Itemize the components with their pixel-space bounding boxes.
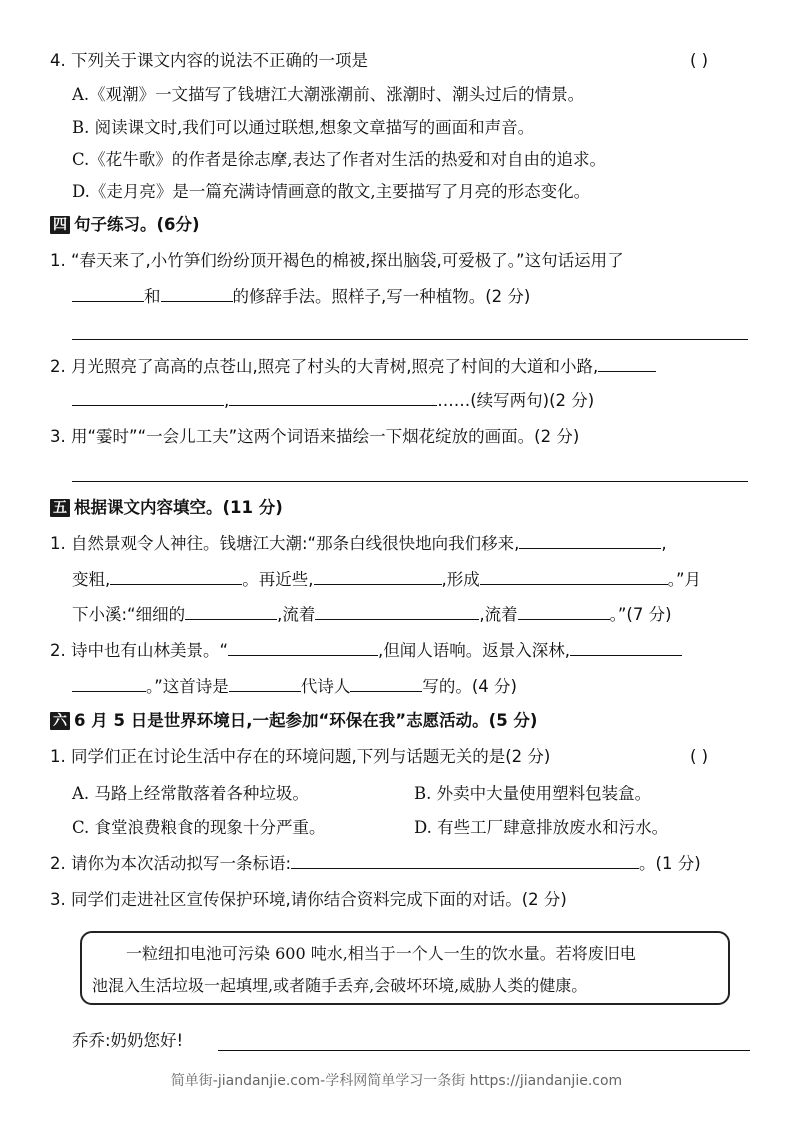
section-6-badge: 六 (50, 712, 70, 730)
s4-q1-blank-1[interactable] (72, 286, 144, 302)
s5-q1-text-b3: ,形成 (441, 570, 480, 589)
s4-q3-answer-line[interactable] (72, 481, 748, 482)
q4-option-b: B. 阅读课文时,我们可以通过联想,想象文章描写的画面和声音。 (72, 118, 535, 137)
section-6-heading (50, 710, 537, 732)
q4-stem: 4. 下列关于课文内容的说法不正确的一项是 (50, 51, 368, 70)
s4-q2-line2 (72, 390, 594, 412)
s5-q2-text-b2: 代诗人 (300, 677, 351, 696)
s6-dialog-text: 乔乔:奶奶您好! (72, 1031, 184, 1050)
s5-q2-text-a1: 2. 诗中也有山林美景。“ (50, 641, 229, 660)
s5-q1-blank-5[interactable] (185, 604, 277, 620)
s4-q1-line1: 1. “春天来了,小竹笋们纷纷顶开褐色的棉被,探出脑袋,可爱极了。”这句话运用了 (50, 251, 624, 270)
s5-q1-comma: , (661, 534, 667, 553)
s4-q1-answer-line[interactable] (72, 339, 748, 340)
s5-q1-text-c2: ,流着 (277, 605, 316, 624)
q4-option-d: D.《走月亮》是一篇充满诗情画意的散文,主要描写了月亮的形态变化。 (72, 182, 591, 201)
s6-dialog-line (72, 1030, 183, 1052)
s5-q1-line1 (50, 533, 667, 555)
s5-q1-blank-6[interactable] (315, 604, 479, 620)
q4-option-a: A.《观潮》一文描写了钱塘江大潮涨潮前、涨潮时、潮头过后的情景。 (72, 85, 585, 104)
s5-q1-blank-4[interactable] (480, 569, 668, 585)
s6-q1-option-d: D. 有些工厂肆意排放废水和污水。 (414, 818, 669, 837)
s4-q2-tail: ……(续写两句)(2 分) (437, 391, 595, 410)
s5-q2-text-b3: 写的。(4 分) (422, 677, 517, 696)
s5-q2-blank-3[interactable] (72, 676, 146, 692)
s6-q2-tail: 。(1 分) (639, 854, 701, 873)
material-line-1: 一粒纽扣电池可污染 600 吨水,相当于一个人一生的饮水量。若将废旧电 (126, 944, 636, 963)
s5-q1-text-c1: 下小溪:“细细的 (72, 605, 186, 624)
s4-q2-comma: , (224, 391, 230, 410)
s6-dialog-answer-line[interactable] (218, 1050, 750, 1051)
s4-q3: 3. 用“霎时”“一会儿工夫”这两个词语来描绘一下烟花绽放的画面。(2 分) (50, 427, 580, 446)
s6-q2-line (50, 853, 701, 875)
s4-q2-line1 (50, 356, 656, 378)
s5-q2-blank-5[interactable] (350, 676, 422, 692)
s4-q2-blank-0[interactable] (598, 356, 656, 372)
section-4-heading (50, 214, 200, 236)
s6-q1: 1. 同学们正在讨论生活中存在的环境问题,下列与话题无关的是(2 分) (50, 747, 551, 766)
section-5-badge: 五 (50, 499, 70, 517)
s4-q2-blank-2[interactable] (229, 390, 437, 406)
material-box (80, 931, 730, 1005)
s5-q2-line2 (72, 676, 517, 698)
s6-q1-option-a: A. 马路上经常散落着各种垃圾。 (72, 784, 309, 803)
material-line-2: 池混入生活垃圾一起填埋,或者随手丢弃,会破坏环境,威胁人类的健康。 (92, 976, 588, 995)
s6-q1-answer-paren[interactable]: ( ) (690, 747, 709, 766)
s4-q2-blank-1[interactable] (72, 390, 224, 406)
s5-q1-blank-7[interactable] (518, 604, 610, 620)
s5-q1-blank-1[interactable] (519, 533, 661, 549)
s5-q1-line2 (72, 569, 701, 591)
s4-q1-line2 (72, 286, 530, 308)
section-4-badge: 四 (50, 216, 70, 234)
s5-q2-blank-4[interactable] (229, 676, 301, 692)
s5-q1-text-c3: ,流着 (479, 605, 518, 624)
s5-q1-line3 (72, 604, 672, 626)
s5-q2-line1 (50, 640, 682, 662)
s5-q2-blank-2[interactable] (570, 640, 682, 656)
s5-q1-blank-2[interactable] (110, 569, 242, 585)
s4-q1-and: 和 (144, 287, 161, 306)
s5-q1-text-b4: 。”月 (667, 570, 702, 589)
s4-q1-blank-2[interactable] (161, 286, 233, 302)
s5-q1-text-b2: 。再近些, (242, 570, 314, 589)
section-5-heading (50, 497, 283, 519)
s5-q1-text-a: 1. 自然景观令人神往。钱塘江大潮:“那条白线很快地向我们移来, (50, 534, 520, 553)
s6-q2-slogan-blank[interactable] (291, 853, 639, 869)
s5-q2-text-a2: ,但闻人语响。返景入深林, (378, 641, 571, 660)
q4-answer-paren[interactable]: ( ) (690, 51, 709, 70)
s5-q1-text-b1: 变粗, (72, 570, 111, 589)
s5-q1-blank-3[interactable] (314, 569, 442, 585)
s6-q1-option-b: B. 外卖中大量使用塑料包装盒。 (414, 784, 652, 803)
s5-q2-text-b1: 。”这首诗是 (146, 677, 229, 696)
s5-q2-blank-1[interactable] (228, 640, 378, 656)
section-4-title: 句子练习。(6分) (74, 215, 200, 234)
s4-q1-tail: 的修辞手法。照样子,写一种植物。(2 分) (232, 287, 531, 306)
s6-q1-option-c: C. 食堂浪费粮食的现象十分严重。 (72, 818, 326, 837)
s6-q3: 3. 同学们走进社区宣传保护环境,请你结合资料完成下面的对话。(2 分) (50, 890, 567, 909)
s5-q1-text-c4: 。”(7 分) (609, 605, 672, 624)
section-6-title: 6 月 5 日是世界环境日,一起参加“环保在我”志愿活动。(5 分) (74, 711, 538, 730)
s4-q2-text: 2. 月光照亮了高高的点苍山,照亮了村头的大青树,照亮了村间的大道和小路, (50, 357, 599, 376)
section-5-title: 根据课文内容填空。(11 分) (74, 498, 283, 517)
q4-option-c: C.《花牛歌》的作者是徐志摩,表达了作者对生活的热爱和对自由的追求。 (72, 150, 607, 169)
s6-q2-text: 2. 请你为本次活动拟写一条标语: (50, 854, 292, 873)
page-footer-watermark: 简单街-jiandanjie.com-学科网简单学习一条街 https://jiandanjie.com (170, 1073, 623, 1089)
